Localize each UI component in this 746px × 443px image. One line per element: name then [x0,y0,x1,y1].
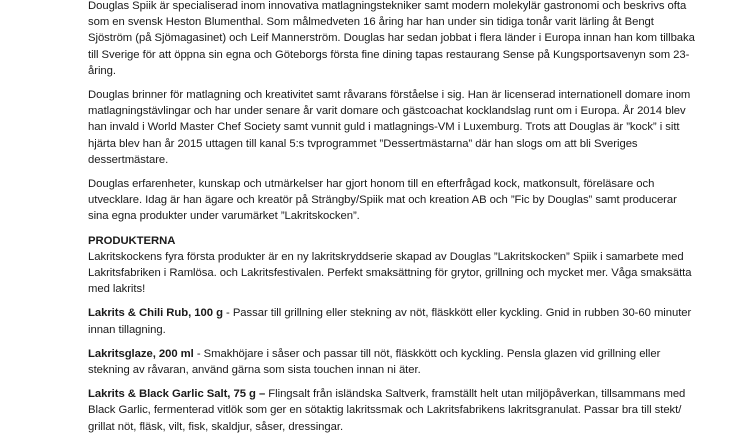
bio-paragraph: Douglas Spiik är specialiserad inom innovativa matlagningstekniker samt modern molekylär gastronomi och beskrivs ofta som en svensk Heston Blumenthal. Som målmedveten 16 åring har han under sin tidiga tonår varit lärling åt Bengt Sjöström (på Sjömagasinet) och Leif Mannerström. Douglas har sedan jobbat i flera länder i Europa innan han kom tillbaka till Sverige för att öppna sin egna och Göteborgs första fine dining tapas restaurang Sense på Kungsportsavenyn som 23-åring. [88,0,695,77]
products-intro: Lakritskockens fyra första produkter är en ny lakritskryddserie skapad av Douglas ”Lakritskocken” Spiik i samarbete med Lakritsfabriken i Ramlösa. och Lakritsfestivalen. Perfekt smaksättning för grytor, grillning och mycket mer. Våga smaksätta med lakrits! [88,250,692,296]
product-description: Smakhöjare i såser och passar till nöt, fläskkött och kyckling. Pensla glazen vid grillning eller stekning av råvaran, använd gärna som sista touchen innan ni äter. [88,347,661,377]
product-description: Passar till grillning eller stekning av nöt, fläskkött eller kyckling. Gnid in rubben 30-60 minuter innan tillagning. [88,307,692,336]
product-item [88,305,698,337]
products-heading: PRODUKTERNA [88,234,176,247]
bio-paragraph: Douglas brinner för matlagning och kreativitet samt råvarans förståelse i sig. Han är licenserad internationell domare inom matlagningstävlingar och har under senare år varit domare och gästcoachat kocklandslag runt om i Europa. År 2014 blev han invald i World Master Chef Society samt vunnit guld i matlagnings-VM i Luxemburg. Trots att Douglas är ”kock” i sitt hjärta blev han år 2015 uttagen till kanal 5:s tvprogrammet ”Dessertmästarna” där han slogs om att bli Sveriges dessertmästare. [88,89,691,166]
product-item [88,346,698,378]
product-name: Lakrits & Black Garlic Salt, 75 g – [88,388,266,401]
product-separator: - [193,347,204,360]
product-description: Flingsalt från isländska Saltverk, framställt helt utan miljöpåverkan, tillsammans med Black Garlic, fermenterad vitlök som ger en sötaktig lakritssmak och Lakritsfabrikens lakritsgranulat. Passar bra till stekt/ grillat nöt, fläsk, vilt, fisk, skaldjur, såser, dressingar. [88,388,686,433]
product-name: Lakrits & Chili Rub, 100 g [88,307,223,320]
product-separator: - [222,307,233,320]
product-name: Lakritsglaze, 200 ml [88,347,194,360]
document-body [88,0,698,443]
product-item [88,386,698,435]
bio-paragraph: Douglas erfarenheter, kunskap och utmärkelser har gjort honom till en efterfrågad kock, matkonsult, föreläsare och utvecklare. Idag är han ägare och kreatör på Strängby/Spiik mat och kreation AB och ”Fic by Douglas” samt producerar sina egna produkter under varumärket ”Lakritskocken”. [88,178,677,223]
